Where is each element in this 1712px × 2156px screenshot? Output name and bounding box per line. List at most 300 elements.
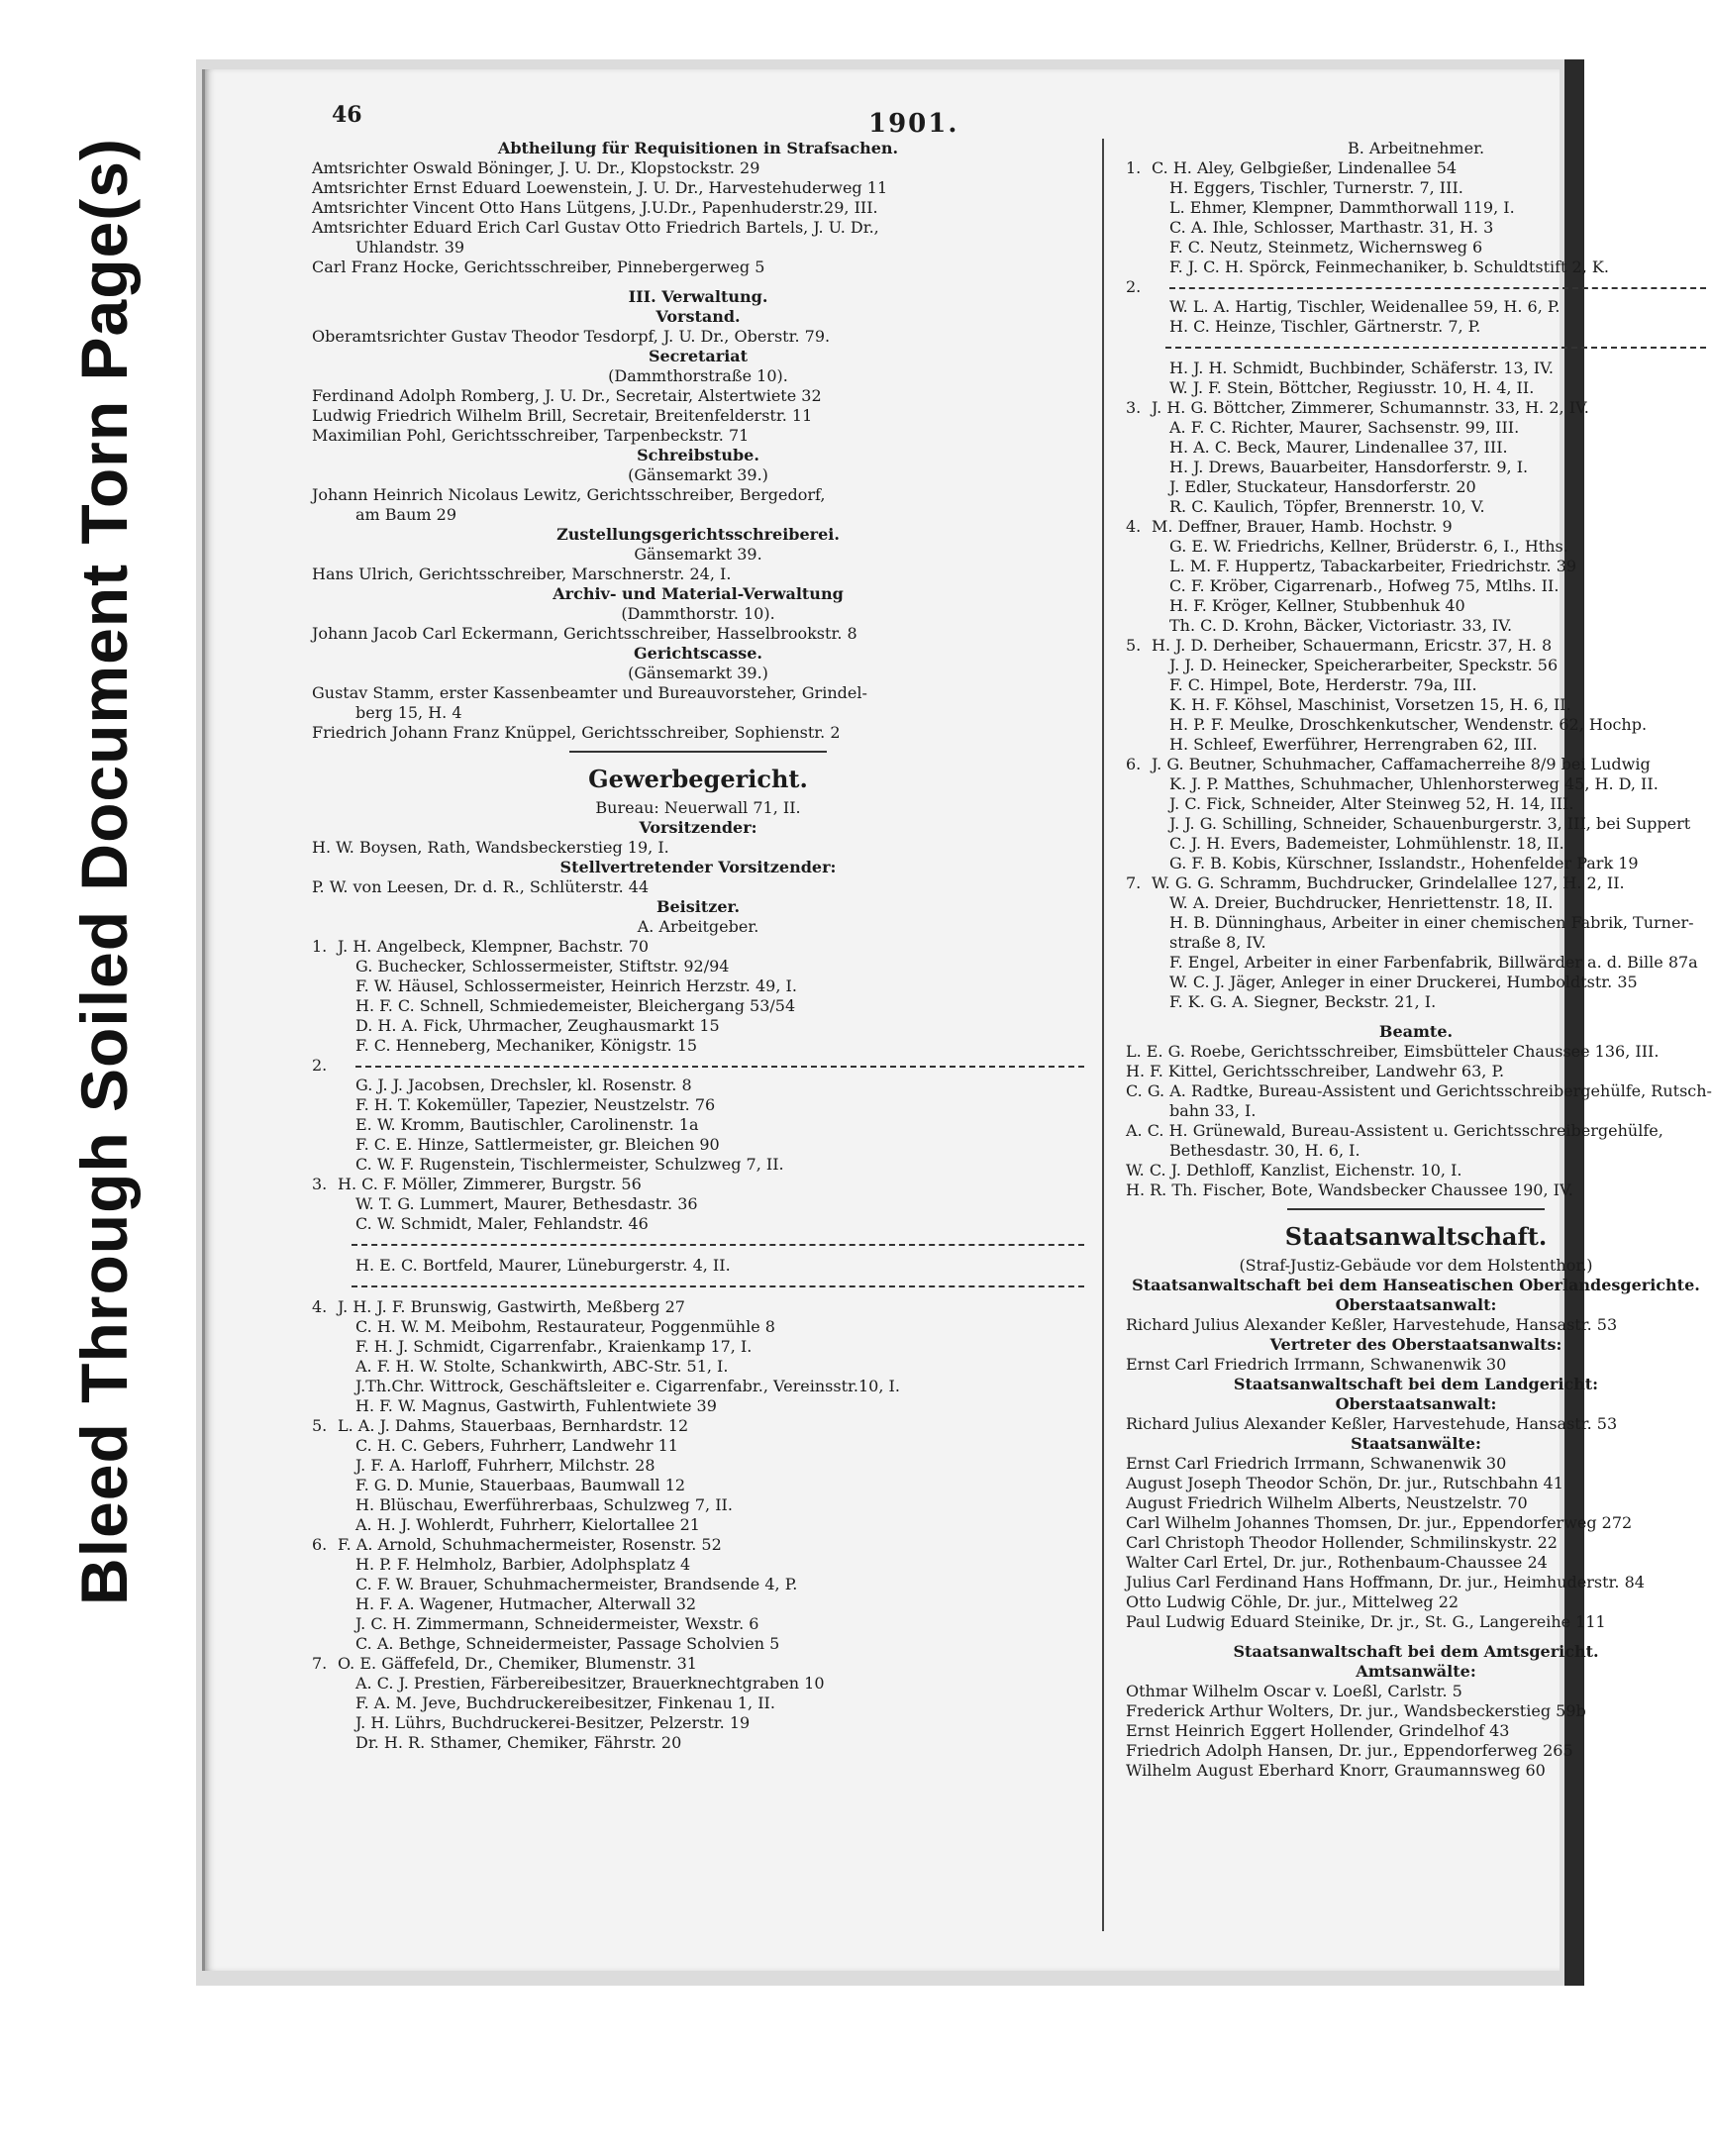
text-line [1126,1434,1706,1454]
text-line [1126,1632,1706,1642]
text-line [1126,257,1706,277]
line-text: O. E. Gäffefeld, Dr., Chemiker, Blumenstr. 31 [338,1654,697,1673]
text-line [312,386,1084,406]
text-line [1126,814,1706,834]
column-divider [1102,139,1104,1931]
line-text: H. F. Kröger, Kellner, Stubbenhuk 40 [1169,596,1465,615]
line-text: H. Schleef, Ewerführer, Herrengraben 62, III. [1169,735,1538,754]
line-text: H. J. D. Derheiber, Schauermann, Ericstr. 37, H. 8 [1152,636,1553,655]
text-line [312,1056,1084,1076]
text-line [312,1495,1084,1515]
text-line [312,1515,1084,1535]
line-text: L. Ehmer, Klempner, Dammthorwall 119, I. [1169,198,1515,217]
text-line [312,366,1084,386]
line-text: W. C. J. Jäger, Anleger in einer Druckerei, Humboldtstr. 35 [1169,973,1638,991]
text-line [1126,1642,1706,1662]
line-text: Carl Wilhelm Johannes Thomsen, Dr. jur., Eppendorferweg 272 [1126,1513,1633,1532]
text-line [312,287,1084,307]
line-text: B. Arbeitnehmer. [1347,139,1485,157]
line-text: J. H. G. Böttcher, Zimmerer, Schumannstr. 33, H. 2, IV. [1152,398,1589,417]
text-line [312,426,1084,446]
line-text: Bureau: Neuerwall 71, II. [595,798,801,817]
text-line [312,1733,1084,1753]
text-line [312,1694,1084,1713]
line-text: J. H. Lührs, Buchdruckerei-Besitzer, Pelzerstr. 19 [355,1713,751,1732]
text-line [1126,1315,1706,1335]
line-text: Friedrich Johann Franz Knüppel, Gerichtsschreiber, Sophienstr. 2 [312,723,841,742]
text-line [352,1285,1084,1287]
text-line [312,1256,1084,1276]
line-text: Staatsanwälte: [1351,1434,1481,1453]
text-line [312,525,1084,545]
text-line [1126,913,1706,933]
line-text: H. B. Dünninghaus, Arbeiter in einer chemischen Fabrik, Turner- [1169,913,1694,932]
text-line [1126,1121,1706,1141]
line-text: Johann Jacob Carl Eckermann, Gerichtsschreiber, Hasselbrookstr. 8 [312,624,857,643]
line-text: August Friedrich Wilhelm Alberts, Neustzelstr. 70 [1126,1493,1528,1512]
line-text: Hans Ulrich, Gerichtsschreiber, Marschnerstr. 24, I. [312,565,732,583]
line-text: W. J. F. Stein, Böttcher, Regiusstr. 10, H. 4, II. [1169,378,1535,397]
line-text: Gerichtscasse. [634,644,762,663]
line-text: H. A. C. Beck, Maurer, Lindenallee 37, III. [1169,438,1508,457]
text-line [1126,834,1706,854]
line-text: Amtsrichter Ernst Eduard Loewenstein, J. U. Dr., Harvestehuderweg 11 [312,178,888,197]
line-text: F. A. Arnold, Schuhmachermeister, Rosenstr. 52 [338,1535,722,1554]
text-line [1126,656,1706,675]
text-line [312,446,1084,465]
text-line [1126,497,1706,517]
line-text: am Baum 29 [355,505,457,524]
group-number: 6. [312,1535,328,1554]
line-text: Staatsanwaltschaft bei dem Hanseatischen Oberlandesgerichte. [1132,1276,1700,1294]
line-text: L. M. F. Huppertz, Tabackarbeiter, Friedrichstr. 39 [1169,557,1577,575]
line-text: Frederick Arthur Wolters, Dr. jur., Wandsbeckerstieg 59b [1126,1701,1586,1720]
line-text: C. J. H. Evers, Bademeister, Lohmühlenstr. 18, II. [1169,834,1564,853]
line-text: Oberamtsrichter Gustav Theodor Tesdorpf, J. U. Dr., Oberstr. 79. [312,327,831,346]
line-text: L. A. J. Dahms, Stauerbaas, Bernhardstr. 12 [338,1416,689,1435]
line-text: Vertreter des Oberstaatsanwalts: [1269,1335,1562,1354]
group-number: 5. [312,1416,328,1435]
line-text: J. H. J. F. Brunswig, Gastwirth, Meßberg 27 [338,1297,685,1316]
line-text: H. J. H. Schmidt, Buchbinder, Schäferstr. 13, IV. [1169,359,1554,377]
text-line [312,877,1084,897]
text-line [312,584,1084,604]
text-line [312,1377,1084,1396]
line-text: Wilhelm August Eberhard Knorr, Graumannsweg 60 [1126,1761,1546,1780]
text-line [312,664,1084,683]
text-line [1126,557,1706,576]
text-line [312,139,1084,158]
line-text: F. K. G. A. Siegner, Beckstr. 21, I. [1169,992,1437,1011]
line-text: J.Th.Chr. Wittrock, Geschäftsleiter e. Cigarrenfabr., Vereinsstr.10, I. [355,1377,900,1395]
line-text: Vorstand. [655,307,741,326]
text-line [312,1357,1084,1377]
text-line [312,1036,1084,1056]
text-line [1126,1101,1706,1121]
line-text: K. H. F. Köhsel, Maschinist, Vorsetzen 15, H. 6, II. [1169,695,1571,714]
page-number: 46 [332,102,362,128]
text-line [312,917,1084,937]
line-text: Ernst Carl Friedrich Irrmann, Schwanenwik 30 [1126,1355,1507,1374]
text-line [312,257,1084,277]
text-line [1126,198,1706,218]
text-line [1165,347,1706,349]
line-text: H. F. A. Wagener, Hutmacher, Alterwall 32 [355,1594,697,1613]
text-line [312,683,1084,703]
text-line [1126,1741,1706,1761]
text-line [312,485,1084,505]
text-line [1126,1161,1706,1181]
text-line [312,1634,1084,1654]
line-text: Gewerbegericht. [588,765,808,793]
line-text: Schreibstube. [637,446,759,464]
text-line [1126,398,1706,418]
text-line [312,838,1084,858]
text-line [312,818,1084,838]
text-line [312,937,1084,957]
line-text: A. Arbeitgeber. [637,917,759,936]
text-line [1126,517,1706,537]
text-line [1126,277,1706,297]
text-line [1126,1533,1706,1553]
line-text: P. W. von Leesen, Dr. d. R., Schlüterstr. 44 [312,877,650,896]
line-text: Johann Heinrich Nicolaus Lewitz, Gerichtsschreiber, Bergedorf, [312,485,826,504]
line-text: J. H. Angelbeck, Klempner, Bachstr. 70 [338,937,650,956]
line-text: H. F. W. Magnus, Gastwirth, Fuhlentwiete 39 [355,1396,717,1415]
line-text: H. Blüschau, Ewerführerbaas, Schulzweg 7, II. [355,1495,733,1514]
line-text: C. W. F. Rugenstein, Tischlermeister, Schulzweg 7, II. [355,1155,784,1174]
text-line [1126,359,1706,378]
text-line [1126,675,1706,695]
group-number: 5. [1126,636,1142,655]
line-text: F. W. Häusel, Schlossermeister, Heinrich Herzstr. 49, I. [355,976,797,995]
text-line [1126,238,1706,257]
text-line [312,1016,1084,1036]
text-line [1126,1553,1706,1573]
text-line [1126,438,1706,458]
line-text: III. Verwaltung. [628,287,768,306]
group-number: 7. [312,1654,328,1673]
line-text: C. A. Ihle, Schlosser, Marthastr. 31, H. 3 [1169,218,1494,237]
text-line [312,307,1084,327]
text-line [312,1115,1084,1135]
text-line [312,798,1084,818]
line-text: C. H. W. M. Meibohm, Restaurateur, Poggenmühle 8 [355,1317,775,1336]
line-text: Maximilian Pohl, Gerichtsschreiber, Tarpenbeckstr. 71 [312,426,750,445]
text-line [312,406,1084,426]
text-line [1126,378,1706,398]
line-text: Amtsrichter Vincent Otto Hans Lütgens, J.U.Dr., Papenhuderstr.29, III. [312,198,878,217]
line-text: Zustellungsgerichtsschreiberei. [556,525,840,544]
line-text: Friedrich Adolph Hansen, Dr. jur., Eppendorferweg 265 [1126,1741,1573,1760]
text-line [1126,1335,1706,1355]
text-line [1126,1592,1706,1612]
line-text: Amtsrichter Eduard Erich Carl Gustav Otto Friedrich Bartels, J. U. Dr., [312,218,879,237]
document-page [202,69,1712,1971]
line-text: G. J. J. Jacobsen, Drechsler, kl. Rosenstr. 8 [355,1076,692,1094]
text-line [1126,1454,1706,1474]
line-text: G. F. B. Kobis, Kürschner, Isslandstr., Hohenfelder Park 19 [1169,854,1639,873]
text-line [1126,218,1706,238]
line-text: Beamte. [1378,1022,1454,1041]
text-line [1126,1181,1706,1200]
line-text: J. C. H. Zimmermann, Schneidermeister, Wexstr. 6 [355,1614,759,1633]
line-text: G. E. W. Friedrichs, Kellner, Brüderstr. 6, I., Hths. [1169,537,1568,556]
text-line [312,1396,1084,1416]
text-line [312,1175,1084,1194]
text-line [1126,1081,1712,1101]
line-text: H. F. C. Schnell, Schmiedemeister, Bleichergang 53/54 [355,996,796,1015]
text-line [1126,1682,1706,1701]
line-text: Julius Carl Ferdinand Hans Hoffmann, Dr. jur., Heimhuderstr. 84 [1126,1573,1645,1591]
line-text: Gänsemarkt 39. [634,545,762,564]
line-text: Richard Julius Alexander Keßler, Harvestehude, Hansastr. 53 [1126,1315,1618,1334]
line-text: Secretariat [648,347,749,365]
line-text: (Gänsemarkt 39.) [628,664,768,682]
line-text: C. G. A. Radtke, Bureau-Assistent und Gerichtsschreibergehülfe, Rutsch- [1126,1081,1712,1100]
line-text: A. F. H. W. Stolte, Schankwirth, ABC-Str. 51, I. [355,1357,729,1376]
text-line [312,1575,1084,1594]
line-text: L. E. G. Roebe, Gerichtsschreiber, Eimsbütteler Chaussee 136, III. [1126,1042,1660,1061]
dash-rule [355,1066,1084,1068]
group-number: 4. [312,1297,328,1316]
line-text: C. H. Aley, Gelbgießer, Lindenallee 54 [1152,158,1458,177]
text-line [1126,1295,1706,1315]
line-text: F. H. T. Kokemüller, Tapezier, Neustzelstr. 76 [355,1095,716,1114]
text-line [1126,1012,1706,1022]
text-line [312,1614,1084,1634]
text-line [1126,158,1706,178]
line-text: (Gänsemarkt 39.) [628,465,768,484]
line-text: C. F. Kröber, Cigarrenarb., Hofweg 75, Mtlhs. II. [1169,576,1560,595]
text-line [1126,1394,1706,1414]
text-line [312,897,1084,917]
text-line [1126,616,1706,636]
text-line [312,238,1084,257]
text-line [1126,1701,1706,1721]
text-line [312,1713,1084,1733]
line-text: R. C. Kaulich, Töpfer, Brennerstr. 10, V. [1169,497,1485,516]
text-line [312,545,1084,565]
line-text: H. W. Boysen, Rath, Wandsbeckerstieg 19, I. [312,838,669,857]
line-text: A. C. J. Prestien, Färbereibesitzer, Brauerknechtgraben 10 [355,1674,825,1693]
text-line [352,1244,1084,1246]
line-text: Bethesdastr. 30, H. 6, I. [1169,1141,1360,1160]
text-line [312,1135,1084,1155]
line-text: berg 15, H. 4 [355,703,462,722]
line-text: C. F. W. Brauer, Schuhmachermeister, Brandsende 4, P. [355,1575,798,1593]
line-text: F. H. J. Schmidt, Cigarrenfabr., Kraienkamp 17, I. [355,1337,753,1356]
text-line [312,1416,1084,1436]
stamp-text: Bleed Through Soiled Document Torn Page(s) [67,138,141,1605]
group-number: 6. [1126,755,1142,773]
text-line [312,1214,1084,1234]
line-text: F. C. Neutz, Steinmetz, Wichernsweg 6 [1169,238,1483,257]
line-text: Beisitzer. [655,897,741,916]
text-line [1126,1612,1706,1632]
text-line [312,761,1084,798]
left-column [312,139,1084,1753]
line-text: H. E. C. Bortfeld, Maurer, Lüneburgerstr. 4, II. [355,1256,731,1275]
line-text: Amtsrichter Oswald Böninger, J. U. Dr., Klopstockstr. 29 [312,158,760,177]
text-line [312,465,1084,485]
line-text: G. Buchecker, Schlossermeister, Stiftstr. 92/94 [355,957,730,975]
line-text: (Dammthorstraße 10). [608,366,788,385]
line-text: W. T. G. Lummert, Maurer, Bethesdastr. 36 [355,1194,698,1213]
line-text: Uhlandstr. 39 [355,238,465,257]
line-text: H. R. Th. Fischer, Bote, Wandsbecker Chaussee 190, IV. [1126,1181,1573,1199]
line-text: F. C. Henneberg, Mechaniker, Königstr. 15 [355,1036,698,1055]
text-line [1126,933,1706,953]
line-text: F. C. E. Hinze, Sattlermeister, gr. Bleichen 90 [355,1135,720,1154]
text-line [1126,418,1706,438]
line-text: J. J. G. Schilling, Schneider, Schauenburgerstr. 3, III, bei Suppert [1169,814,1691,833]
text-line [312,505,1084,525]
text-line [312,178,1084,198]
line-text: H. P. F. Meulke, Droschkenkutscher, Wendenstr. 62, Hochp. [1169,715,1648,734]
group-number: 3. [1126,398,1142,417]
line-text: J. C. Fick, Schneider, Alter Steinweg 52, H. 14, III. [1169,794,1574,813]
text-line [1126,695,1706,715]
text-line [312,1436,1084,1456]
line-text: J. G. Beutner, Schuhmacher, Caffamacherreihe 8/9 bei Ludwig [1152,755,1651,773]
text-line [1126,297,1706,317]
text-line [1126,537,1706,557]
text-line [312,1155,1084,1175]
line-text: H. C. Heinze, Tischler, Gärtnerstr. 7, P. [1169,317,1481,336]
text-line [312,624,1084,644]
line-text: Abtheilung für Requisitionen in Strafsachen. [497,139,899,157]
text-line [1126,1414,1706,1434]
text-line [312,957,1084,976]
line-text: F. A. M. Jeve, Buchdruckereibesitzer, Finkenau 1, II. [355,1694,775,1712]
line-text: H. F. Kittel, Gerichtsschreiber, Landwehr 63, P. [1126,1062,1505,1080]
line-text: bahn 33, I. [1169,1101,1257,1120]
text-line [1126,1721,1706,1741]
group-number: 7. [1126,873,1142,892]
text-line [312,1456,1084,1476]
right-column [1126,139,1712,1781]
line-text: Oberstaatsanwalt: [1335,1295,1497,1314]
line-text: J. F. A. Harloff, Fuhrherr, Milchstr. 28 [355,1456,655,1475]
text-line [312,1654,1084,1674]
text-line [1126,1761,1706,1781]
line-text: F. J. C. H. Spörck, Feinmechaniker, b. Schuldtstift 2, K. [1169,257,1609,276]
line-text: Staatsanwaltschaft bei dem Amtsgericht. [1233,1642,1599,1661]
text-line [1126,1375,1706,1394]
group-number: 4. [1126,517,1142,536]
line-text: Th. C. D. Krohn, Bäcker, Victoriastr. 33, IV. [1169,616,1513,635]
text-line [1126,735,1706,755]
text-line [312,644,1084,664]
line-text: A. C. H. Grünewald, Bureau-Assistent u. Gerichtsschreibergehülfe, [1126,1121,1663,1140]
text-line [1126,1493,1706,1513]
line-text: A. F. C. Richter, Maurer, Sachsenstr. 99, III. [1169,418,1520,437]
text-line [312,1476,1084,1495]
text-line [1126,1573,1706,1592]
text-line [1126,576,1706,596]
text-line [1126,317,1706,337]
text-line [312,327,1084,347]
line-text: Staatsanwaltschaft. [1284,1222,1548,1251]
text-line [1126,139,1706,158]
text-line [1126,1355,1706,1375]
line-text: August Joseph Theodor Schön, Dr. jur., Rutschbahn 41 [1126,1474,1563,1492]
text-line [312,1076,1084,1095]
text-line [1126,178,1706,198]
text-line [312,703,1084,723]
text-line [312,1095,1084,1115]
text-line [1126,953,1706,973]
line-text: Ludwig Friedrich Wilhelm Brill, Secretair, Breitenfelderstr. 11 [312,406,813,425]
text-line [1126,477,1706,497]
line-text: Othmar Wilhelm Oscar v. Loeßl, Carlstr. 5 [1126,1682,1462,1700]
line-text: Walter Carl Ertel, Dr. jur., Rothenbaum-Chaussee 24 [1126,1553,1548,1572]
text-line [1126,893,1706,913]
text-line [312,347,1084,366]
line-text: W. A. Dreier, Buchdrucker, Henriettenstr. 18, II. [1169,893,1554,912]
text-line [312,277,1084,287]
scan-stamp [40,99,168,1644]
text-line [1126,973,1706,992]
dash-rule [1169,287,1706,289]
text-line [312,1317,1084,1337]
line-text: C. A. Bethge, Schneidermeister, Passage Scholvien 5 [355,1634,780,1653]
line-text: W. C. J. Dethloff, Kanzlist, Eichenstr. 10, I. [1126,1161,1462,1180]
text-line [312,1555,1084,1575]
line-text: Gustav Stamm, erster Kassenbeamter und Bureauvorsteher, Grindel- [312,683,867,702]
text-line [312,723,1084,743]
page-year: 1901. [868,109,959,139]
line-text: Ernst Carl Friedrich Irrmann, Schwanenwik 30 [1126,1454,1507,1473]
text-line [312,1194,1084,1214]
line-text: Paul Ludwig Eduard Steinike, Dr. jr., St. G., Langereihe 111 [1126,1612,1606,1631]
text-line [312,1337,1084,1357]
line-text: straße 8, IV. [1169,933,1266,952]
text-line [1126,1256,1706,1276]
line-text: H. Eggers, Tischler, Turnerstr. 7, III. [1169,178,1463,197]
text-line [1126,873,1706,893]
line-text: Archiv- und Material-Verwaltung [553,584,844,603]
text-line [312,158,1084,178]
text-line [312,198,1084,218]
line-text: Amtsanwälte: [1356,1662,1476,1681]
text-line [312,1297,1084,1317]
text-line [312,604,1084,624]
line-text: H. C. F. Möller, Zimmerer, Burgstr. 56 [338,1175,642,1193]
group-number: 3. [312,1175,328,1193]
group-number: 2. [312,1056,328,1075]
line-text: F. C. Himpel, Bote, Herderstr. 79a, III. [1169,675,1477,694]
text-line [569,751,827,753]
line-text: W. L. A. Hartig, Tischler, Weidenallee 59, H. 6, P. [1169,297,1561,316]
line-text: Staatsanwaltschaft bei dem Landgericht: [1233,1375,1599,1393]
text-line [1126,1276,1706,1295]
line-text: Ernst Heinrich Eggert Hollender, Grindelhof 43 [1126,1721,1510,1740]
text-line [1126,854,1706,873]
line-text: H. J. Drews, Bauarbeiter, Hansdorferstr. 9, I. [1169,458,1529,476]
text-line [1126,1513,1706,1533]
text-line [1287,1208,1545,1210]
line-text: Stellvertretender Vorsitzender: [559,858,837,876]
line-text: C. H. C. Gebers, Fuhrherr, Landwehr 11 [355,1436,678,1455]
text-line [1126,1662,1706,1682]
text-line [1126,774,1706,794]
line-text: Oberstaatsanwalt: [1335,1394,1497,1413]
text-line [1126,992,1706,1012]
text-line [1126,1474,1706,1493]
text-line [312,1535,1084,1555]
